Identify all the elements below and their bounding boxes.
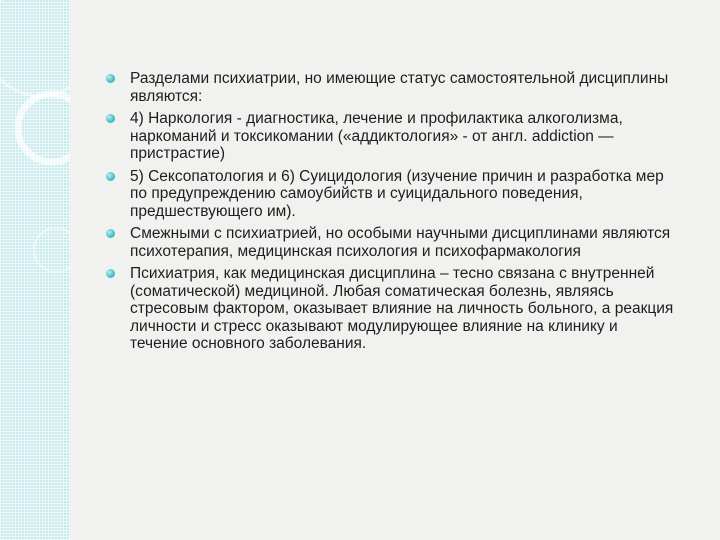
bullet-item <box>106 70 678 105</box>
decorative-circles-graphic <box>0 0 70 540</box>
bullet-text: 4) Наркология - диагностика, лечение и профилактика алкоголизма, наркоманий и токсикомании («аддиктология» - от англ. addiction — пристрастие) <box>130 110 623 162</box>
bullet-icon <box>106 229 115 238</box>
bullet-text: Разделами психиатрии, но имеющие статус самостоятельной дисциплины являются: <box>130 70 669 105</box>
slide-content <box>106 70 678 358</box>
bullet-item <box>106 225 678 260</box>
bullet-text: 5) Сексопатология и 6) Суицидология (изучение причин и разработка мер по предупреждению самоубийств и суицидального поведения, предшествующего им). <box>130 167 664 220</box>
bullet-icon <box>106 74 115 83</box>
bullet-text: Смежными с психиатрией, но особыми научными дисциплинами являются психотерапия, медицинская психология и психофармакология <box>130 225 671 260</box>
bullet-text: Психиатрия, как медицинская дисциплина – тесно связана с внутренней (соматической) медициной. Любая соматическая болезнь, являясь стресовым фактором, оказывает влияние на личность больного, а реакция личности и стресс оказывают модулирующее влияние на клинику и течение основного заболевания. <box>130 265 674 352</box>
bullet-icon <box>106 172 115 181</box>
decorative-side-strip <box>0 0 70 540</box>
bullet-icon <box>106 114 115 123</box>
bullet-list <box>106 70 678 353</box>
bullet-item <box>106 168 678 221</box>
bullet-item <box>106 110 678 163</box>
bullet-icon <box>106 269 115 278</box>
bullet-item <box>106 265 678 353</box>
